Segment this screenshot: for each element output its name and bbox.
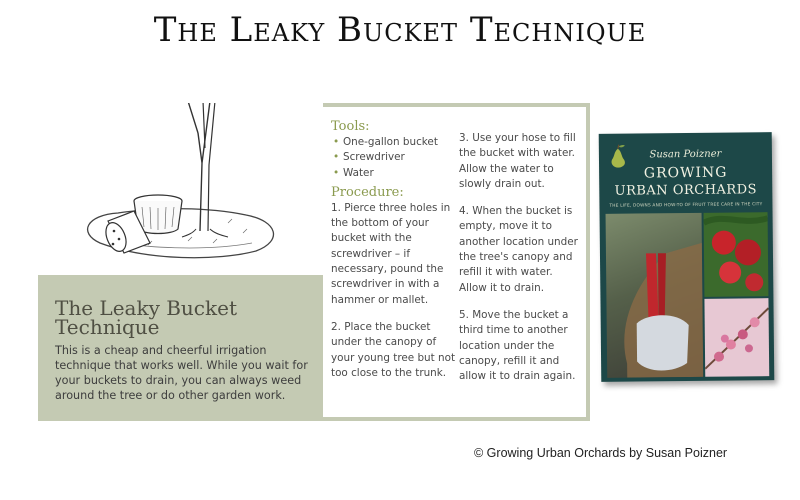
book-author: Susan Poizner (649, 148, 722, 161)
procedure-step: 3. Use your hose to fill the bucket with water. Allow the water to slowly drain out. (459, 132, 576, 190)
card-heading: The Leaky Bucket Technique (55, 296, 238, 339)
procedure-step: 2. Place the bucket under the canopy of your young tree but not too close to the trunk. (331, 320, 456, 379)
procedure-title: Procedure: (331, 184, 404, 200)
instructions-column-2 (459, 131, 583, 396)
tree-bucket-drawing (38, 103, 323, 275)
tools-title: Tools: (331, 119, 370, 134)
page-title: The Leaky Bucket Technique (153, 10, 647, 50)
procedure-step: 4. When the bucket is empty, move it to another location under the tree's canopy and refill it with water. Allow it to drain. (459, 205, 578, 294)
book-cover (599, 132, 775, 382)
tree-bucket-illustration (38, 103, 323, 275)
procedure-step: 5. Move the bucket a third time to another location under the canopy, refill it and allow it to drain again. (459, 308, 576, 383)
procedure-step: 1. Pierce three holes in the bottom of your bucket with the screwdriver – if necessary, pound the screwdriver in with a hammer or mallet. (331, 201, 451, 306)
tools-list (331, 135, 456, 181)
book-title-line-2: URBAN ORCHARDS (614, 182, 758, 199)
book-title-line-1: GROWING (643, 164, 728, 182)
instructions-column-1 (331, 119, 456, 393)
book-photo-pruner (606, 213, 704, 378)
technique-card (38, 103, 590, 421)
card-intro: This is a cheap and cheerful irrigation technique that works well. While you wait for your buckets to drain, you can always weed around the tree or do other garden work. (55, 344, 308, 402)
instructions-panel (323, 107, 586, 417)
book-photo-blossoms (704, 298, 769, 377)
book-photo-apples (704, 212, 769, 297)
tool-item: • Screwdriver (331, 150, 456, 165)
tool-item: • Water (331, 166, 456, 181)
book-subtitle: THE LIFE, DOWNS AND HOW-TO OF FRUIT TREE CARE IN THE CITY (609, 202, 763, 209)
copyright-notice: © Growing Urban Orchards by Susan Poizner (474, 446, 728, 460)
tool-item: • One-gallon bucket (331, 135, 456, 150)
